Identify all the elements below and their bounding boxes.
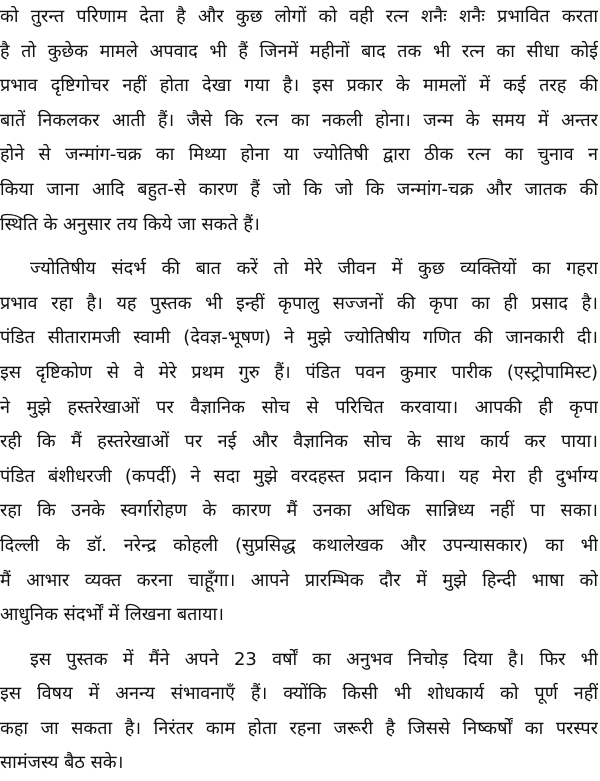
text-line: आधुनिक संदर्भों में लिखना बताया। (0, 604, 224, 626)
text-line: ज्योतिषीय संदर्भ की बात करें तो मेरे जीवन में कुछ व्यक्तियों का गहरा (30, 258, 598, 280)
text-line: को तुरन्त परिणाम देता है और कुछ लोगों को वही रत्न शनैः शनैः प्रभावित करता (0, 6, 598, 27)
paragraph-1 (0, 0, 598, 242)
text-line: कहा जा सकता है। निरंतर काम होता रहना जरूरी है जिससे निष्कर्षों का परस्पर (0, 717, 598, 739)
paragraph-3 (0, 643, 598, 781)
text-line: किया जाना आदि बहुत-से कारण हैं जो कि जो कि जन्मांग-चक्र और जातक की (0, 178, 598, 200)
text-line: दिल्ली के डॉ. नरेन्द्र कोहली (सुप्रसिद्ध कथालेखक और उपन्यासकार) का भी (0, 534, 598, 556)
text-line: रहा कि उनके स्वर्गारोहण के कारण मैं उनका अधिक सान्निध्य नहीं पा सका। (0, 500, 598, 522)
text-line: प्रभाव रहा है। यह पुस्तक भी इन्हीं कृपालु सज्जनों की कृपा का ही प्रसाद है। (0, 292, 598, 314)
paragraph-spacer (0, 633, 598, 643)
text-line: स्थिति के अनुसार तय किये जा सकते हैं। (0, 213, 260, 235)
text-line: प्रभाव दृष्टिगोचर नहीं होता देखा गया है। इस प्रकार के मामलों में कई तरह की (0, 75, 598, 97)
text-line: इस पुस्तक में मैंने अपने 23 वर्षों का अनुभव निचोड़ दिया है। फिर भी (30, 648, 598, 670)
text-line: पंडित सीतारामजी स्वामी (देवज्ञ-भूषण) ने मुझे ज्योतिषीय गणित की जानकारी दी। (0, 327, 598, 349)
text-line: सामंजस्य बैठ सके। (0, 752, 124, 774)
text-line: इस दृष्टिकोण से वे मेरे प्रथम गुरु हैं। पंडित पवन कुमार पारीक (एस्ट्रोपामिस्ट) (0, 361, 598, 383)
text-line: मैं आभार व्यक्त करना चाहूँगा। आपने प्रारम्भिक दौर में मुझे हिन्दी भाषा को (0, 569, 598, 591)
paragraph-spacer (0, 242, 598, 252)
text-line: बातें निकलकर आती हैं। जैसे कि रत्न का नकली होना। जन्म के समय में अन्तर (0, 109, 598, 131)
text-line: होने से जन्मांग-चक्र का मिथ्या होना या ज्योतिषी द्वारा ठीक रत्न का चुनाव न (0, 144, 598, 166)
text-line: इस विषय में अनन्य संभावनाएँ हैं। क्योंकि किसी भी शोधकार्य को पूर्ण नहीं (0, 683, 598, 705)
paragraph-2 (0, 252, 598, 633)
text-line: ने मुझे हस्तरेखाओं पर वैज्ञानिक सोच से परिचित करवाया। आपकी ही कृपा (0, 396, 598, 418)
text-line: पंडित बंशीधरजी (कपर्दी) ने सदा मुझे वरदहस्त प्रदान किया। यह मेरा ही दुर्भाग्य (0, 465, 598, 487)
text-line: है तो कुछेक मामले अपवाद भी हैं जिनमें महीनों बाद तक भी रत्न का सीधा कोई (0, 40, 598, 62)
text-line: रही कि मैं हस्तरेखाओं पर नई और वैज्ञानिक सोच के साथ कार्य कर पाया। (0, 431, 598, 453)
